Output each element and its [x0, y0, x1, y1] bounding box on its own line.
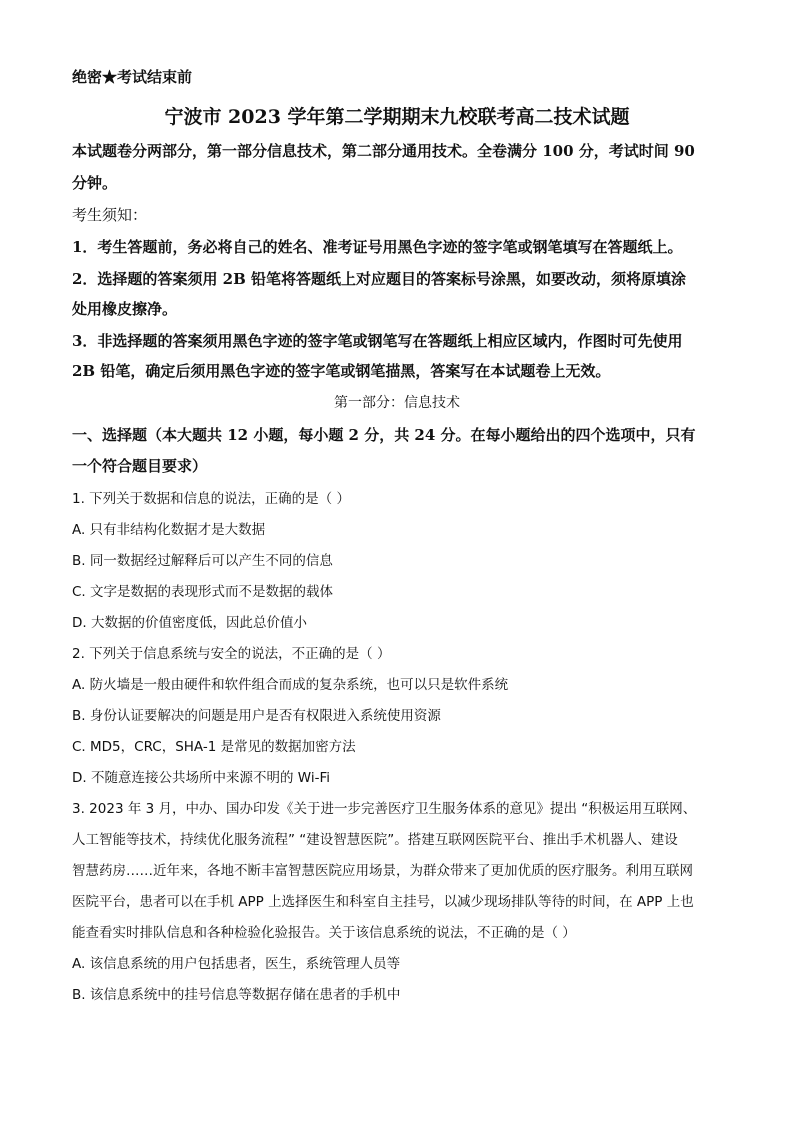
question-1-option-c: C. 文字是数据的表现形式而不是数据的载体 [72, 584, 334, 600]
question-3-stem-line-5: 能查看实时排队信息和各种检验化验报告。关于该信息系统的说法，不正确的是（ ） [72, 925, 576, 941]
notice-item-3-line-1: 3．非选择题的答案须用黑色字迹的签字笔或钢笔写在答题纸上相应区域内，作图时可先使用 [72, 332, 683, 350]
question-3-option-a: A. 该信息系统的用户包括患者，医生，系统管理人员等 [72, 956, 401, 972]
intro-line-1: 本试题卷分两部分，第一部分信息技术，第二部分通用技术。全卷满分 100 分，考试时间 90 [72, 142, 695, 160]
notice-heading: 考生须知： [72, 206, 148, 224]
question-1-option-d: D. 大数据的价值密度低，因此总价值小 [72, 615, 307, 631]
question-2-option-b: B. 身份认证要解决的问题是用户是否有权限进入系统使用资源 [72, 708, 441, 724]
notice-item-3-line-2: 2B 铅笔，确定后须用黑色字迹的签字笔或钢笔描黑，答案写在本试题卷上无效。 [72, 362, 611, 380]
intro-line-2: 分钟。 [72, 174, 118, 192]
section-heading-line-2: 一个符合题目要求） [72, 457, 208, 475]
page-title: 宁波市 2023 学年第二学期期末九校联考高二技术试题 [164, 106, 630, 128]
question-1-stem: 1. 下列关于数据和信息的说法，正确的是（ ） [72, 491, 350, 507]
question-3-stem-line-1: 3. 2023 年 3 月，中办、国办印发《关于进一步完善医疗卫生服务体系的意见》提出 “积极运用互联网、 [72, 801, 697, 817]
question-1-option-b: B. 同一数据经过解释后可以产生不同的信息 [72, 553, 333, 569]
notice-item-2-line-2: 处用橡皮擦净。 [72, 300, 178, 318]
part1-heading: 第一部分：信息技术 [334, 395, 460, 411]
question-2-stem: 2. 下列关于信息系统与安全的说法，不正确的是（ ） [72, 646, 391, 662]
question-2-option-d: D. 不随意连接公共场所中来源不明的 Wi-Fi [72, 770, 330, 786]
confidential-label: 绝密★考试结束前 [72, 68, 193, 86]
notice-item-1: 1．考生答题前，务必将自己的姓名、准考证号用黑色字迹的签字笔或钢笔填写在答题纸上。 [72, 238, 683, 256]
section-heading-line-1: 一、选择题（本大题共 12 小题，每小题 2 分，共 24 分。在每小题给出的四个选项中，只有 [72, 426, 696, 444]
question-3-stem-line-3: 智慧药房……近年来，各地不断丰富智慧医院应用场景，为群众带来了更加优质的医疗服务。利用互联网 [72, 863, 693, 879]
question-3-stem-line-4: 医院平台，患者可以在手机 APP 上选择医生和科室自主挂号，以减少现场排队等待的时间，在 APP 上也 [72, 894, 694, 910]
question-2-option-c: C. MD5，CRC，SHA-1 是常见的数据加密方法 [72, 739, 356, 755]
question-3-option-b: B. 该信息系统中的挂号信息等数据存储在患者的手机中 [72, 987, 401, 1003]
notice-item-2-line-1: 2．选择题的答案须用 2B 铅笔将答题纸上对应题目的答案标号涂黑，如要改动，须将原填涂 [72, 270, 687, 288]
question-2-option-a: A. 防火墙是一般由硬件和软件组合而成的复杂系统，也可以只是软件系统 [72, 677, 509, 693]
question-3-stem-line-2: 人工智能等技术，持续优化服务流程” “建设智慧医院”。搭建互联网医院平台、推出手术机器人、建设 [72, 832, 678, 848]
question-1-option-a: A. 只有非结构化数据才是大数据 [72, 522, 266, 538]
